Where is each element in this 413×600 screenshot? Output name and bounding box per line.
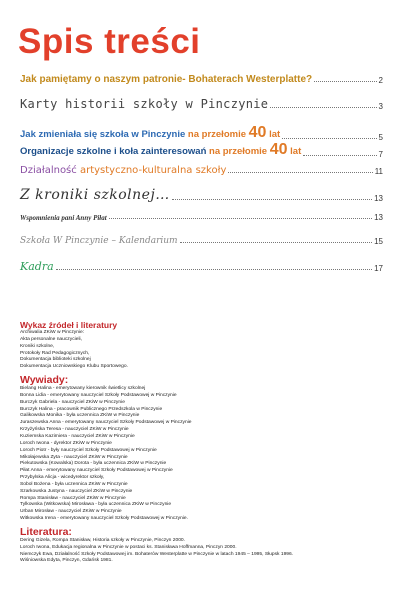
list-item: Niemczyk Ewa, Działalność Szkoły Podstawowej im. Bohaterów Westerplatte w Pinczynie w latach 1945 – 1995, Słupsk 1996.: [20, 551, 294, 557]
toc-label: Z kroniki szkolnej…: [20, 187, 170, 203]
list-item: Krzyżyńska Teresa - nauczyciel ZKiW w Pinczynie: [20, 427, 129, 433]
toc-label: Karty historii szkoły w Pinczynie: [20, 97, 269, 111]
toc-entry-chronicle[interactable]: [20, 187, 383, 203]
toc-label: Kadra: [20, 260, 54, 273]
list-item: Kroniki szkolne,: [20, 343, 55, 349]
toc-leader: [56, 269, 372, 270]
toc-page-number: 11: [374, 167, 383, 176]
list-item: Lorоch Iwona, Edukacja regionalna w Pinczynie w postaci ks. Stanisława Hoffmanna, Pinczyn 2000.: [20, 544, 237, 550]
toc-label-accent: na przełomie: [187, 129, 249, 140]
list-item: Protokoły Rad Pedagogicznych,: [20, 350, 90, 356]
toc-label: [20, 124, 280, 142]
toc-page-number: 13: [374, 194, 383, 203]
toc-entry-organizations[interactable]: [20, 141, 383, 159]
toc-entry-cultural[interactable]: [20, 165, 383, 176]
toc-leader: [314, 81, 376, 82]
list-item: Przybylska Alicja - wicedyrektor szkoły,: [20, 475, 105, 481]
list-item: Rompa Stanisław - nauczyciel ZKiW w Pinczynie: [20, 495, 126, 501]
literature-list: [20, 538, 390, 565]
interviews-list: [20, 386, 390, 523]
toc-entry-staff[interactable]: [20, 260, 383, 273]
sources-section: [20, 320, 390, 565]
toc-label: [20, 165, 226, 176]
list-item: Galikowska Monika - była uczennica ZKiW w Pinczynie: [20, 413, 140, 419]
toc-page-number: 3: [378, 102, 383, 111]
toc-leader: [109, 218, 372, 219]
toc-entry-history[interactable]: [20, 97, 383, 111]
toc-page-number: 15: [374, 237, 383, 246]
list-item: Archiwalia ZKiW w Pinczynie:: [20, 330, 85, 335]
toc-label-part: Działalność: [20, 165, 80, 176]
literature-heading: Literatura:: [20, 525, 72, 538]
list-item: Bielang Halina - emerytowany kierownik świetlicy szkolnej: [20, 386, 146, 392]
toc-page-number: 7: [378, 150, 383, 159]
list-item: Burczyk Gabriela - nauczyciel ZKiW w Pinczynie: [20, 399, 125, 405]
toc-entry-patron[interactable]: [20, 74, 383, 85]
list-item: Bonna Lidia - emerytowany nauczyciel Szkoły Podstawowej w Pinczynie: [20, 392, 177, 398]
toc-label-number: 40: [269, 141, 288, 158]
list-item: Lorоch Piotr - były nauczyciel Szkoły Podstawowej w Pinczynie: [20, 447, 157, 453]
toc-label-number: 40: [248, 124, 267, 141]
toc-entry-school-changes[interactable]: [20, 124, 383, 142]
toc-leader: [282, 138, 376, 139]
toc-label-part: Organizacje szkolne i koła zainteresowań: [20, 146, 210, 157]
toc-leader: [180, 242, 373, 243]
toc-leader: [228, 172, 372, 173]
list-item: Sobol Bożena - była uczennica ZKiW w Pinczynie: [20, 481, 128, 487]
toc-page-number: 13: [374, 213, 383, 222]
toc-label-accent: artystyczno-kulturalna szkoły: [79, 165, 227, 176]
list-item: Burczyk Halina - pracownik Publicznego Przedszkola w Pinczynie: [20, 406, 163, 412]
interviews-heading: Wywiady:: [20, 374, 69, 387]
list-item: Szarkowska Justyna - nauczyciel ZKiW w Pinczynie: [20, 488, 133, 494]
sources-heading: Wykaz źródeł i literatury: [20, 320, 118, 330]
list-item: Dokumentacja Uczniowskiego Klubu Sportowego.: [20, 364, 128, 370]
toc-label: Jak pamiętamy o naszym patronie- Bohaterach Westerplatte?: [20, 74, 313, 85]
list-item: Wiśniowska Edyta, Pinczyn, Gdańsk 1981.: [20, 558, 113, 564]
toc-label-accent: lat: [266, 129, 281, 140]
list-item: Loroch Iwona - dyrektor ZKiW w Pinczynie: [20, 440, 112, 446]
list-item: Piłat Anna - emerytowany nauczyciel Szkoły Podstawowej w Pinczynie: [20, 468, 173, 474]
list-item: Tylkowska (Witkowska) Mirosława - była uczennica ZKiW w Pinczynie: [20, 502, 172, 508]
list-item: Mikołajewska Zyta - nauczyciel ZKiW w Pinczynie: [20, 454, 128, 460]
toc-leader: [270, 107, 376, 108]
toc-leader: [303, 155, 376, 156]
list-item: Urban Mirosław - nauczyciel ZKiW w Pinczynie: [20, 509, 122, 515]
toc-label-part: Jak zmieniała się szkoła w Pinczynie: [20, 129, 188, 140]
list-item: Dokumentacja biblioteki szkolnej: [20, 357, 91, 363]
archives-list: [20, 330, 390, 371]
toc-page-number: 5: [378, 133, 383, 142]
toc-label-accent: na przełomie: [209, 146, 270, 157]
toc-entry-calendar[interactable]: [20, 236, 383, 246]
toc-label: [20, 141, 301, 159]
toc-page-number: 2: [378, 76, 383, 85]
page-title: Spis treści: [18, 22, 201, 61]
toc-label: Wspomnienia pani Anny Piłat: [20, 214, 107, 222]
list-item: Witkowska Irena - emerytowany nauczyciel Szkoły Podstawowej w Pinczynie.: [20, 516, 188, 522]
list-item: Akta personalne nauczycieli,: [20, 336, 82, 342]
list-item: Dering Gizela, Rompa Stanisław, Historia szkoły w Pinczynie, Pinczyn 2000.: [20, 537, 185, 543]
list-item: Piekutowska (Kowalska) Dorota - była uczennica ZKiW w Pinczynie: [20, 461, 167, 467]
toc-label-accent: lat: [287, 146, 302, 157]
list-item: Kuziemska Kazimiera - nauczyciel ZKiW w Pinczynie: [20, 433, 135, 439]
toc-leader: [172, 199, 372, 200]
toc-page-number: 17: [374, 264, 383, 273]
list-item: Juraszewska Anna - emerytowany nauczyciel Szkoły Podstawowej w Pinczynie: [20, 420, 192, 426]
toc-entry-memories[interactable]: [20, 213, 383, 222]
toc-label: Szkoła W Pinczynie – Kalendarium: [20, 236, 178, 246]
